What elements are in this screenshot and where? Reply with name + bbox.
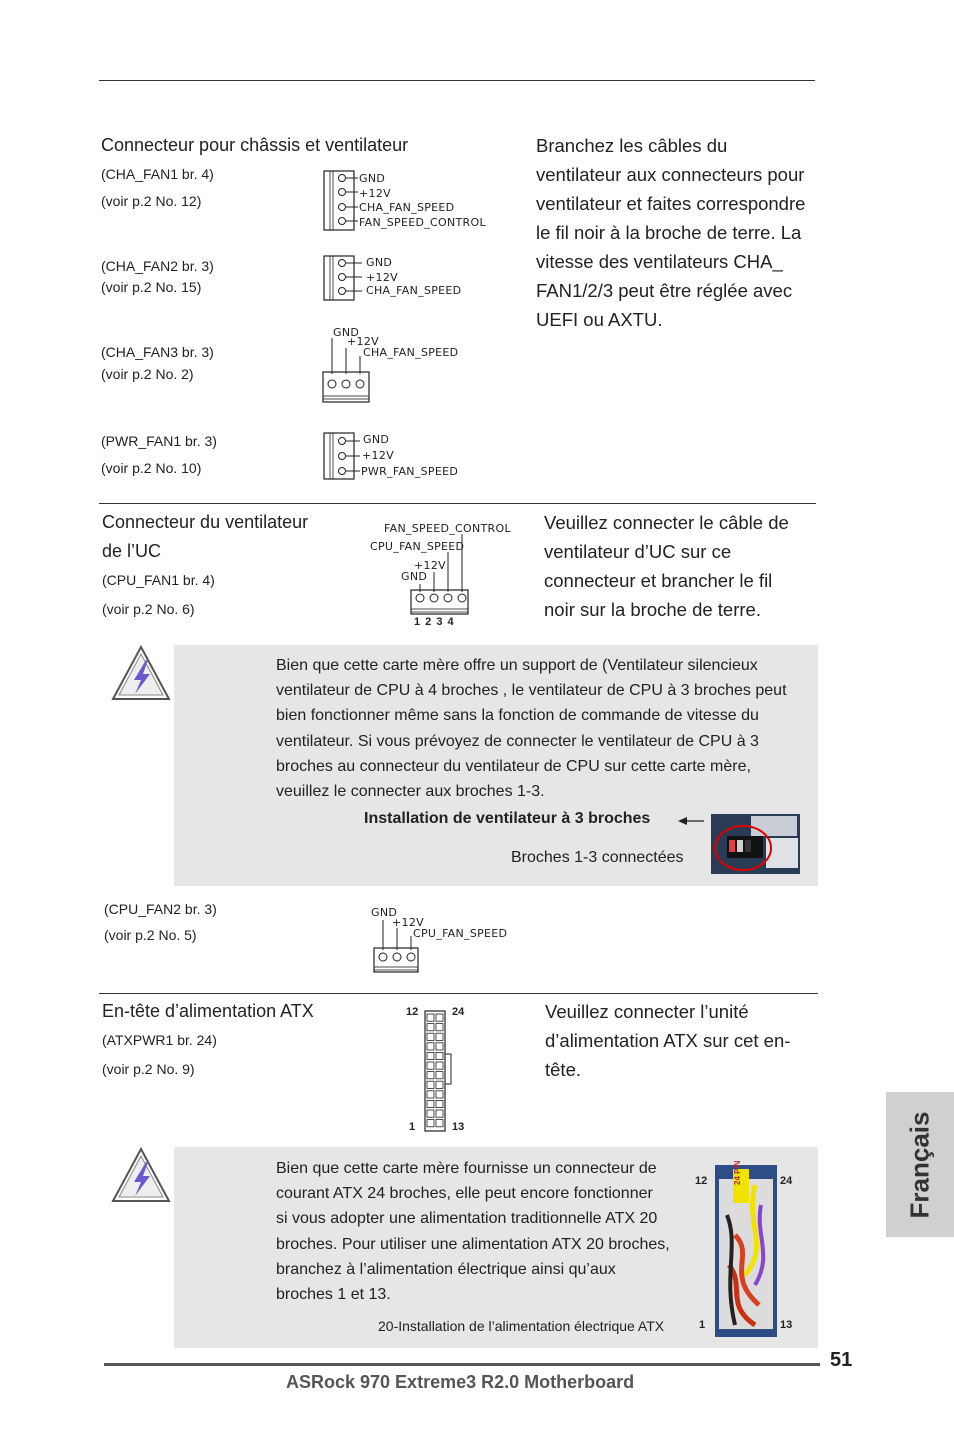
chassis-fan-description: Branchez les câbles du ventilateur aux connecteurs pour ventilateur et faites correspondre le fil noir à la broche de terre. La vitesse des ventilateurs CHA_ FAN1/2/3 peut être réglée avec UEFI ou AXTU. [536, 135, 806, 330]
cha-fan2-pin-gnd: GND [366, 256, 393, 269]
cha-fan2-name: (CHA_FAN2 br. 3) [101, 258, 214, 274]
atx-pin [436, 1024, 443, 1031]
cha-fan3-ref: (voir p.2 No. 2) [101, 366, 194, 382]
atx-pin-label-24: 24 [452, 1006, 465, 1018]
warning-icon [110, 644, 172, 702]
atx-pin [427, 1033, 434, 1040]
pins-connected-label: Broches 1-3 connectées [511, 849, 684, 866]
atx-connector-diagram [424, 1010, 456, 1134]
section-divider-2 [99, 993, 818, 994]
atx-pin [427, 1091, 434, 1098]
fan-connector-photo [711, 814, 800, 874]
cpu-fan1-pin-control: FAN_SPEED_CONTROL [384, 522, 511, 535]
cpu-fan1-ref: (voir p.2 No. 6) [102, 601, 195, 617]
cpu-fan1-pin-speed: CPU_FAN_SPEED [370, 540, 465, 553]
atx-pin [427, 1110, 434, 1117]
atx-pin [427, 1081, 434, 1088]
cha-fan1-pin-gnd: GND [359, 172, 386, 185]
atx-pin [436, 1091, 443, 1098]
cha-fan1-pin-12v: +12V [359, 187, 391, 200]
atx-photo-label-24: 24 [780, 1175, 793, 1187]
pwr-fan1-pin-12v: +12V [362, 449, 394, 462]
atx-pin [436, 1081, 443, 1088]
cpu-fan2-ref: (voir p.2 No. 5) [104, 927, 197, 943]
atx-connector-body [425, 1011, 445, 1131]
atx-pin [427, 1052, 434, 1059]
footer-product-name: ASRock 970 Extreme3 R2.0 Motherboard [286, 1372, 635, 1392]
arrow-left-icon [678, 815, 706, 827]
cpu-fan-title-line2: de l’UC [102, 541, 162, 561]
cpu-fan1-pin-gnd: GND [401, 570, 428, 583]
atx-note-text: Bien que cette carte mère fournisse un connecteur de courant ATX 24 broches, elle peut encore fonctionner si vous adopter une alimentation traditionnelle ATX 20 broches. Pour utiliser une alimentation ATX 20 broches, branchez à l’alimentation électrique ainsi qu’aux broches 1 et 13. [276, 1160, 670, 1304]
cpu-fan2-pin-gnd: GND [371, 906, 398, 919]
atx-pin [427, 1024, 434, 1031]
cpu-fan1-pin-12v: +12V [414, 559, 446, 572]
cha-fan1-name: (CHA_FAN1 br. 4) [101, 166, 214, 182]
atx-pin-label-12: 12 [406, 1006, 419, 1018]
atx-pin-label-13: 13 [452, 1121, 465, 1133]
pwr-fan1-name: (PWR_FAN1 br. 3) [101, 433, 217, 449]
atx-photo-24pin-label: 24 PIN [733, 1160, 742, 1185]
atx-power-title: En-tête d’alimentation ATX [102, 1001, 314, 1021]
atx-pin [436, 1100, 443, 1107]
cha-fan3-connector-diagram [322, 336, 374, 404]
cpu-fan-title-line1: Connecteur du ventilateur [102, 512, 309, 532]
cha-fan1-pin-control: FAN_SPEED_CONTROL [359, 216, 486, 229]
atx-pin [436, 1062, 443, 1069]
cha-fan3-pin-gnd: GND [333, 326, 360, 339]
atx-pin [427, 1072, 434, 1079]
cpu-fan-note-text: Bien que cette carte mère offre un support de (Ventilateur silencieux ventilateur de CPU à 4 broches , le ventilateur de CPU à 3 broches peut bien fonctionner même sans la fonction de commande de vitesse du ventilateur. Si vous prévoyez de connecter le ventilateur de CPU à 3 broches au connecteur du ventilateur de CPU sur cette carte mère, veuillez le connecter aux broches 1-3. [276, 657, 787, 801]
atx-pin [436, 1072, 443, 1079]
cpu-fan2-name: (CPU_FAN2 br. 3) [104, 901, 217, 917]
cha-fan1-ref: (voir p.2 No. 12) [101, 193, 202, 209]
atx-pin [436, 1110, 443, 1117]
atx-connector-latch [445, 1054, 451, 1084]
cpu-fan2-pin-12v: +12V [392, 916, 424, 929]
atx-pin [436, 1052, 443, 1059]
atx-photo-label-1: 1 [699, 1319, 706, 1331]
atx-pin [436, 1043, 443, 1050]
atx-pin [436, 1120, 443, 1127]
pwr-fan1-pin-speed: PWR_FAN_SPEED [361, 465, 459, 478]
three-pin-install-label: Installation de ventilateur à 3 broches [364, 810, 651, 827]
language-side-tab: Français [886, 1092, 954, 1237]
chassis-fan-title: Connecteur pour châssis et ventilateur [101, 135, 409, 155]
atx-pin [436, 1033, 443, 1040]
warning-icon [110, 1146, 172, 1204]
cpu-fan-description: Veuillez connecter le câble de ventilateur d’UC sur ce connecteur et brancher le fil noir sur la broche de terre. [544, 512, 789, 620]
cha-fan3-name: (CHA_FAN3 br. 3) [101, 344, 214, 360]
atx-pin [427, 1062, 434, 1069]
atx-pin [427, 1120, 434, 1127]
cha-fan3-pin-12v: +12V [347, 335, 379, 348]
atx-pin [427, 1100, 434, 1107]
atx-power-name: (ATXPWR1 br. 24) [102, 1032, 217, 1048]
cpu-fan2-pin-speed: CPU_FAN_SPEED [413, 927, 508, 940]
atx-connector-photo [715, 1165, 777, 1337]
cpu-fan1-name: (CPU_FAN1 br. 4) [102, 572, 215, 588]
pwr-fan1-pin-gnd: GND [363, 433, 390, 446]
footer-rule [104, 1363, 820, 1366]
atx-pin-label-1: 1 [409, 1121, 416, 1133]
pwr-fan1-ref: (voir p.2 No. 10) [101, 460, 202, 476]
atx-power-ref: (voir p.2 No. 9) [102, 1061, 195, 1077]
section-divider-1 [99, 503, 816, 504]
atx-photo-label-12: 12 [695, 1175, 708, 1187]
cpu-fan2-connector-diagram [371, 918, 423, 976]
cha-fan3-pin-speed: CHA_FAN_SPEED [363, 346, 459, 359]
cha-fan2-ref: (voir p.2 No. 15) [101, 279, 202, 295]
atx-photo-label-13: 13 [780, 1319, 793, 1331]
page-number: 51 [830, 1349, 853, 1371]
cpu-fan1-connector-diagram [408, 532, 472, 616]
top-rule [99, 80, 815, 81]
atx-install-caption: 20-Installation de l’alimentation électrique ATX [378, 1318, 665, 1334]
cha-fan1-pin-speed: CHA_FAN_SPEED [359, 201, 455, 214]
atx-pin [427, 1014, 434, 1021]
cha-fan2-pin-12v: +12V [366, 271, 398, 284]
atx-pin [436, 1014, 443, 1021]
atx-power-description: Veuillez connecter l’unité d’alimentation ATX sur cet en- tête. [545, 1001, 791, 1080]
cpu-fan1-pin-numbers: 1 2 3 4 [414, 616, 454, 628]
cha-fan2-pin-speed: CHA_FAN_SPEED [366, 284, 462, 297]
atx-pin [427, 1043, 434, 1050]
